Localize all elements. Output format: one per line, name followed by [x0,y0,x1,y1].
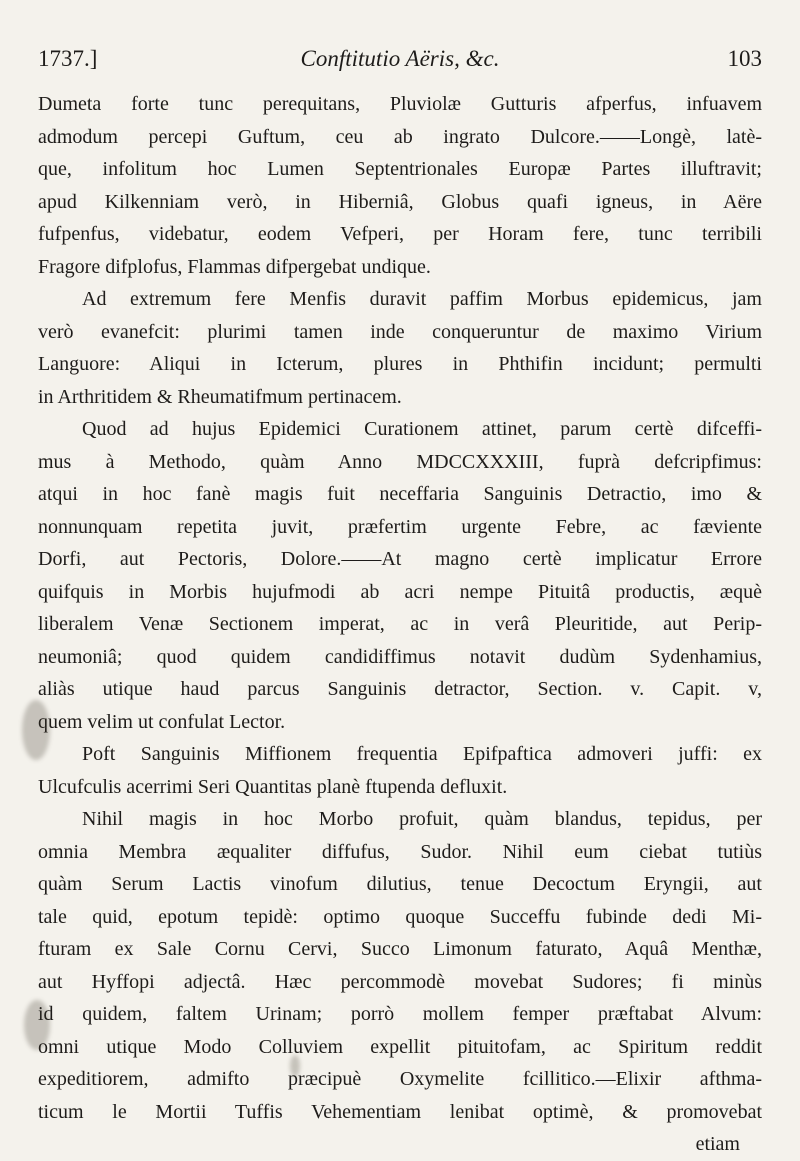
text-line: Poft Sanguinis Miffionem frequentia Epifpaftica admoveri juffi: ex [82,743,762,765]
catchword: etiam [695,1133,740,1155]
text-line: aut Hyffopi adjectâ. Hæc percommodè movebat Sudores; fi minùs [38,970,762,993]
text-line: verò evanefcit: plurimi tamen inde conqueruntur de maximo Virium [38,320,762,343]
text-line: id quidem, faltem Urinam; porrò mollem femper præftabat Alvum: [38,1003,762,1025]
ink-stain [22,700,50,760]
text-line: Fragore difplofus, Flammas difpergebat undique. [38,255,431,278]
text-line: nonnunquam repetita juvit, præfertim urgente Febre, ac fæviente [38,515,762,538]
text-line: in Arthritidem & Rheumatifmum pertinacem. [38,385,402,408]
text-line: Dorfi, aut Pectoris, Dolore.——At magno certè implicatur Errore [38,548,762,570]
text-line: que, infolitum hoc Lumen Septentrionales Europæ Partes illuftravit; [38,158,762,180]
body-text [38,88,762,1161]
text-line: ticum le Mortii Tuffis Vehementiam lenibat optimè, & promovebat [38,1100,762,1123]
text-line: fturam ex Sale Cornu Cervi, Succo Limonum faturato, Aquâ Menthæ, [38,938,762,960]
text-line: Dumeta forte tunc perequitans, Pluviolæ Gutturis afperfus, infuavem [38,93,762,115]
ink-stain [290,1055,300,1077]
page-number: 103 [727,46,762,71]
text-line: mus à Methodo, quàm Anno MDCCXXXIII, fuprà defcripfimus: [38,450,762,473]
text-line: fufpenfus, videbatur, eodem Vefperi, per Horam fere, tunc terribili [38,223,762,245]
text-line: omnia Membra æqualiter diffufus, Sudor. Nihil eum ciebat tutiùs [38,840,762,863]
text-line: quifquis in Morbis hujufmodi ab acri nempe Pituitâ productis, æquè [38,580,762,603]
text-line: Nihil magis in hoc Morbo profuit, quàm blandus, tepidus, per [82,808,762,830]
text-line: admodum percepi Guftum, ceu ab ingrato Dulcore.——Longè, latè- [38,125,762,148]
text-line: omni utique Modo Colluviem expellit pituitofam, ac Spiritum reddit [38,1035,762,1058]
text-line: liberalem Venæ Sectionem imperat, ac in verâ Pleuritide, aut Perip- [38,613,762,635]
text-line: neumoniâ; quod quidem candidiffimus notavit dudùm Sydenhamius, [38,645,762,668]
text-line: Ulcufculis acerrimi Seri Quantitas planè ftupenda defluxit. [38,775,508,798]
header-year: 1737.] [38,46,98,71]
text-line: Ad extremum fere Menfis duravit paffim Morbus epidemicus, jam [82,288,762,310]
text-line: atqui in hoc fanè magis fuit neceffaria Sanguinis Detractio, imo & [38,483,762,505]
text-line: Quod ad hujus Epidemici Curationem attinet, parum certè difceffi- [82,418,762,440]
text-line: expeditiorem, admifto præcipuè Oxymelite fcillitico.—Elixir afthma- [38,1068,762,1090]
text-line: tale quid, epotum tepidè: optimo quoque Succeffu fubinde dedi Mi- [38,905,762,928]
text-line: quàm Serum Lactis vinofum dilutius, tenue Decoctum Eryngii, aut [38,873,762,895]
ink-stain [24,1000,50,1050]
running-header [38,46,762,86]
text-line: Languore: Aliqui in Icterum, plures in Phthifin incidunt; permulti [38,353,762,375]
text-line: apud Kilkenniam verò, in Hiberniâ, Globus quafi igneus, in Aëre [38,190,762,213]
header-title: Conftitutio Aëris, &c. [300,46,500,71]
text-line: aliàs utique haud parcus Sanguinis detractor, Section. v. Capit. v, [38,678,762,700]
text-line: quem velim ut confulat Lector. [38,710,286,733]
